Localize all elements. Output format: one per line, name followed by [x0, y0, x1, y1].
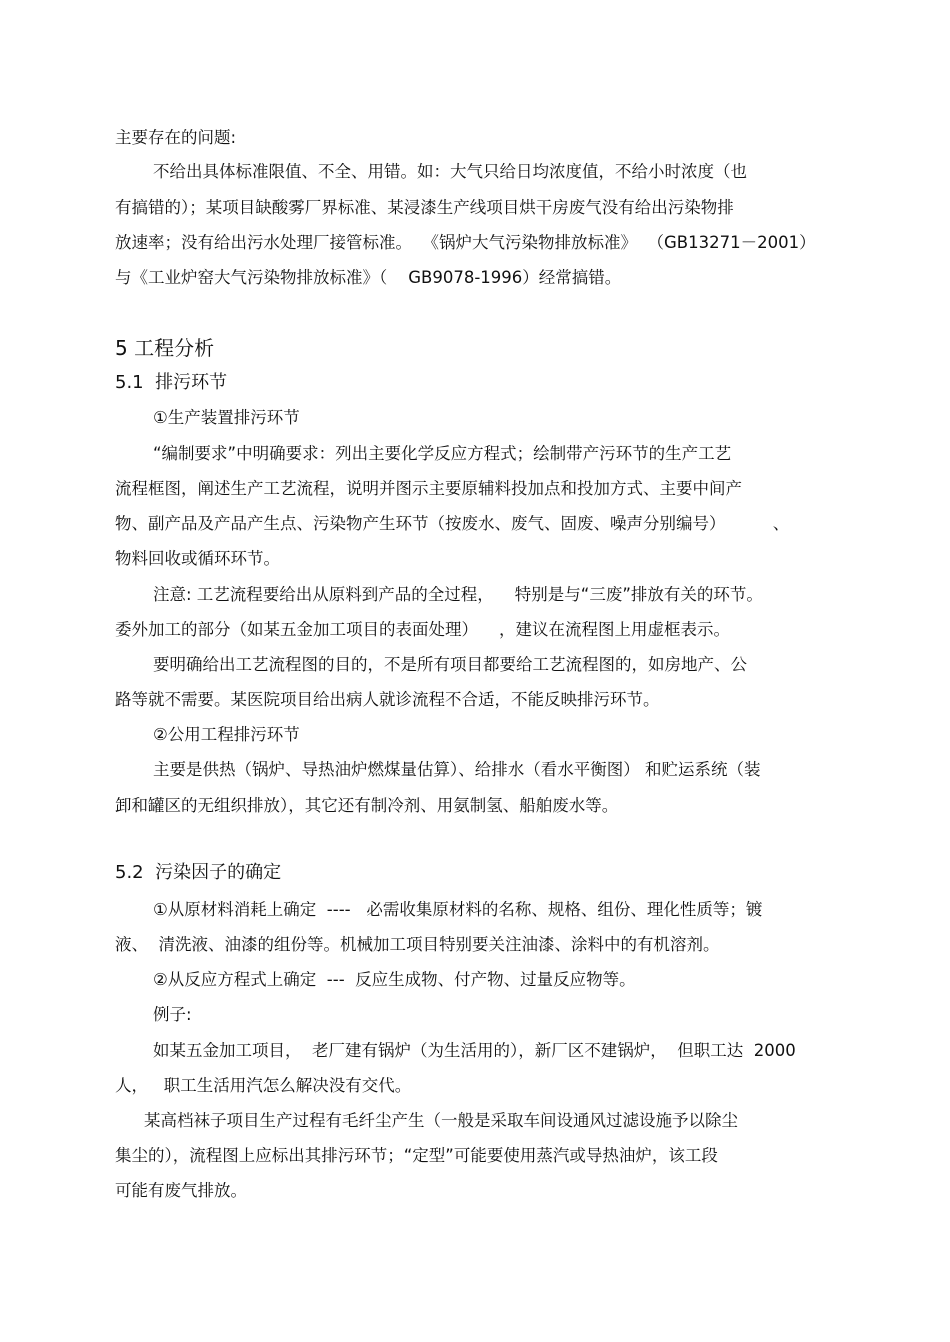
subsection-title: 5.2 污染因子的确定: [115, 862, 282, 883]
paragraph-line: 如某五金加工项目， 老厂建有锅炉（为生活用的），新厂区不建锅炉， 但职工达 2000: [153, 1041, 796, 1060]
intro-paragraph-line: 不给出具体标准限值、不全、用错。如：大气只给日均浓度值，不给小时浓度（也: [153, 162, 747, 181]
paragraph-line: 流程框图，阐述生产工艺流程，说明并图示主要原辅料投加点和投加方式、主要中间产: [115, 479, 742, 498]
paragraph-line: ②从反应方程式上确定 --- 反应生成物、付产物、过量反应物等。: [153, 970, 636, 989]
paragraph-line: 某高档袜子项目生产过程有毛纤尘产生（一般是采取车间设通风过滤设施予以除尘: [144, 1111, 738, 1130]
subsection-title: 5.1 排污环节: [115, 372, 228, 393]
paragraph-line: 物、副产品及产品产生点、污染物产生环节（按废水、废气、固废、噪声分别编号） 、: [115, 514, 790, 533]
paragraph-line: 路等就不需要。某医院项目给出病人就诊流程不合适，不能反映排污环节。: [115, 690, 660, 709]
list-item-heading: ②公用工程排污环节: [153, 725, 300, 744]
intro-heading: 主要存在的问题:: [115, 128, 237, 147]
paragraph-line: 人， 职工生活用汽怎么解决没有交代。: [115, 1076, 412, 1095]
paragraph-line: “编制要求”中明确要求：列出主要化学反应方程式；绘制带产污环节的生产工艺: [153, 444, 732, 463]
paragraph-line: 卸和罐区的无组织排放），其它还有制冷剂、用氨制氢、船舶废水等。: [115, 796, 619, 815]
paragraph-line: 要明确给出工艺流程图的目的，不是所有项目都要给工艺流程图的，如房地产、公: [153, 655, 747, 674]
intro-paragraph-line: 与《工业炉窑大气污染物排放标准》（ GB9078-1996）经常搞错。: [115, 268, 622, 287]
paragraph-line: 可能有废气排放。: [115, 1181, 247, 1200]
paragraph-line: 主要是供热（锅炉、导热油炉燃煤量估算）、给排水（看水平衡图） 和贮运系统（装: [153, 760, 761, 779]
paragraph-line: 委外加工的部分（如某五金加工项目的表面处理） ，建议在流程图上用虚框表示。: [115, 620, 730, 639]
paragraph-line: 注意: 工艺流程要给出从原料到产品的全过程， 特别是与“三废”排放有关的环节。: [153, 585, 763, 604]
paragraph-line: 液、 清洗液、油漆的组份等。机械加工项目特别要关注油漆、涂料中的有机溶剂。: [115, 935, 720, 954]
paragraph-line: ①从原材料消耗上确定 ---- 必需收集原材料的名称、规格、组份、理化性质等；镀: [153, 900, 763, 919]
paragraph-line: 物料回收或循环环节。: [115, 549, 280, 568]
example-label: 例子:: [153, 1005, 192, 1024]
list-item-heading: ①生产装置排污环节: [153, 408, 300, 427]
intro-paragraph-line: 放速率；没有给出污水处理厂接管标准。 《锅炉大气污染物排放标准》 （GB13271－2001）: [115, 233, 816, 252]
intro-paragraph-line: 有搞错的）；某项目缺酸雾厂界标准、某浸漆生产线项目烘干房废气没有给出污染物排: [115, 198, 734, 217]
paragraph-line: 集尘的），流程图上应标出其排污环节；“定型”可能要使用蒸汽或导热油炉，该工段: [115, 1146, 718, 1165]
section-title: 5 工程分析: [115, 336, 215, 360]
